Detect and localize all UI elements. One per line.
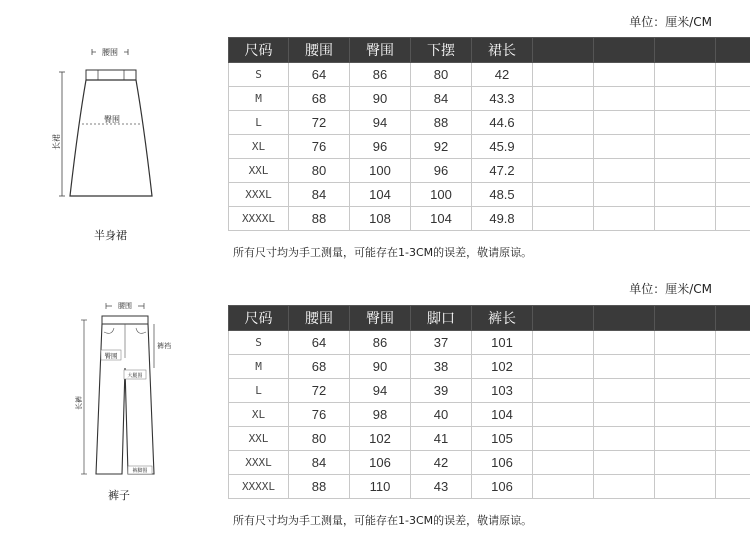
pants-header-length: 裤长 (472, 306, 533, 331)
value-cell: 64 (289, 63, 350, 87)
value-cell: 80 (411, 63, 472, 87)
empty-cell (655, 331, 716, 355)
empty-cell (716, 331, 750, 355)
size-cell: M (229, 87, 289, 111)
value-cell: 102 (350, 427, 411, 451)
skirt-header-size: 尺码 (229, 38, 289, 63)
empty-cell (716, 87, 750, 111)
size-cell: S (229, 63, 289, 87)
value-cell: 104 (411, 207, 472, 231)
skirt-measurement-note: 所有尺寸均为手工测量，可能存在1-3CM的误差，敬请原谅。 (233, 246, 533, 259)
table-row (229, 63, 750, 87)
value-cell: 88 (289, 475, 350, 499)
empty-cell (594, 451, 655, 475)
value-cell: 106 (472, 451, 533, 475)
value-cell: 42 (411, 451, 472, 475)
empty-cell (716, 159, 750, 183)
empty-cell (716, 379, 750, 403)
size-cell: L (229, 111, 289, 135)
empty-cell (594, 159, 655, 183)
value-cell: 84 (289, 451, 350, 475)
pants-diagram-waist-text: 腰围 (118, 302, 132, 310)
empty-cell (594, 63, 655, 87)
value-cell: 44.6 (472, 111, 533, 135)
table-row (229, 403, 750, 427)
pants-diagram-hip-text: 臀围 (104, 352, 118, 360)
empty-cell (716, 427, 750, 451)
pants-diagram-length-text: 长裤 (75, 396, 83, 410)
pants-header-waist: 腰围 (289, 306, 350, 331)
pants-size-table (228, 305, 750, 499)
table-row (229, 427, 750, 451)
empty-cell (716, 403, 750, 427)
table-row (229, 111, 750, 135)
empty-cell (594, 427, 655, 451)
value-cell: 90 (350, 355, 411, 379)
value-cell: 47.2 (472, 159, 533, 183)
empty-cell (533, 427, 594, 451)
pants-header-leg-opening: 脚口 (411, 306, 472, 331)
empty-cell (533, 87, 594, 111)
value-cell: 45.9 (472, 135, 533, 159)
table-row (229, 135, 750, 159)
value-cell: 101 (472, 331, 533, 355)
empty-cell (594, 355, 655, 379)
value-cell: 41 (411, 427, 472, 451)
value-cell: 90 (350, 87, 411, 111)
pants-table-header-row (229, 306, 750, 331)
empty-cell (716, 475, 750, 499)
size-cell: S (229, 331, 289, 355)
empty-cell (533, 111, 594, 135)
skirt-header-empty (594, 38, 655, 63)
empty-cell (594, 379, 655, 403)
value-cell: 94 (350, 379, 411, 403)
size-cell: XXL (229, 159, 289, 183)
empty-cell (716, 183, 750, 207)
pants-diagram-hem-text: 裤脚围 (132, 468, 148, 474)
pants-figure-label: 裤子 (108, 489, 130, 502)
pants-section (0, 270, 750, 533)
value-cell: 84 (289, 183, 350, 207)
skirt-figure-label: 半身裙 (94, 229, 127, 242)
empty-cell (655, 403, 716, 427)
empty-cell (716, 111, 750, 135)
pants-diagram-rise-text: 裤裆 (157, 342, 171, 350)
skirt-header-length: 裙长 (472, 38, 533, 63)
value-cell: 39 (411, 379, 472, 403)
value-cell: 104 (350, 183, 411, 207)
empty-cell (594, 207, 655, 231)
empty-cell (594, 403, 655, 427)
size-cell: XXXL (229, 451, 289, 475)
size-cell: XXXL (229, 183, 289, 207)
empty-cell (716, 207, 750, 231)
empty-cell (716, 63, 750, 87)
value-cell: 98 (350, 403, 411, 427)
empty-cell (533, 331, 594, 355)
skirt-unit-label: 单位：厘米/CM (629, 15, 712, 29)
empty-cell (533, 475, 594, 499)
value-cell: 105 (472, 427, 533, 451)
empty-cell (655, 183, 716, 207)
value-cell: 48.5 (472, 183, 533, 207)
empty-cell (533, 159, 594, 183)
value-cell: 96 (350, 135, 411, 159)
empty-cell (716, 451, 750, 475)
table-row (229, 207, 750, 231)
empty-cell (594, 475, 655, 499)
value-cell: 72 (289, 111, 350, 135)
empty-cell (655, 87, 716, 111)
empty-cell (655, 63, 716, 87)
value-cell: 40 (411, 403, 472, 427)
table-row (229, 87, 750, 111)
empty-cell (533, 183, 594, 207)
skirt-header-empty (716, 38, 750, 63)
value-cell: 76 (289, 403, 350, 427)
value-cell: 110 (350, 475, 411, 499)
value-cell: 68 (289, 355, 350, 379)
value-cell: 88 (411, 111, 472, 135)
value-cell: 92 (411, 135, 472, 159)
skirt-diagram-length-text: 长裙 (52, 134, 61, 150)
pants-header-empty (533, 306, 594, 331)
empty-cell (594, 183, 655, 207)
size-cell: L (229, 379, 289, 403)
empty-cell (594, 135, 655, 159)
value-cell: 88 (289, 207, 350, 231)
value-cell: 84 (411, 87, 472, 111)
size-cell: XXXXL (229, 475, 289, 499)
empty-cell (533, 135, 594, 159)
skirt-diagram (48, 46, 168, 214)
empty-cell (594, 331, 655, 355)
empty-cell (594, 111, 655, 135)
table-row (229, 379, 750, 403)
empty-cell (533, 403, 594, 427)
pants-header-size: 尺码 (229, 306, 289, 331)
skirt-header-hip: 臀围 (350, 38, 411, 63)
value-cell: 102 (472, 355, 533, 379)
table-row (229, 159, 750, 183)
value-cell: 103 (472, 379, 533, 403)
value-cell: 64 (289, 331, 350, 355)
value-cell: 80 (289, 427, 350, 451)
value-cell: 68 (289, 87, 350, 111)
value-cell: 106 (472, 475, 533, 499)
table-row (229, 183, 750, 207)
skirt-size-table (228, 37, 750, 231)
value-cell: 80 (289, 159, 350, 183)
value-cell: 96 (411, 159, 472, 183)
value-cell: 37 (411, 331, 472, 355)
value-cell: 76 (289, 135, 350, 159)
pants-measurement-note: 所有尺寸均为手工测量，可能存在1-3CM的误差，敬请原谅。 (233, 514, 533, 527)
empty-cell (655, 451, 716, 475)
value-cell: 43 (411, 475, 472, 499)
empty-cell (655, 355, 716, 379)
pants-diagram-thigh-text: 大腿围 (127, 373, 143, 379)
value-cell: 86 (350, 63, 411, 87)
empty-cell (533, 355, 594, 379)
value-cell: 100 (411, 183, 472, 207)
pants-diagram (62, 298, 182, 488)
size-cell: XXXXL (229, 207, 289, 231)
size-cell: XL (229, 403, 289, 427)
skirt-header-hem: 下摆 (411, 38, 472, 63)
skirt-table-header-row (229, 38, 750, 63)
skirt-diagram-hip-text: 臀围 (104, 115, 120, 124)
size-cell: M (229, 355, 289, 379)
value-cell: 72 (289, 379, 350, 403)
empty-cell (533, 379, 594, 403)
skirt-header-empty (655, 38, 716, 63)
empty-cell (655, 379, 716, 403)
empty-cell (533, 207, 594, 231)
empty-cell (716, 135, 750, 159)
value-cell: 86 (350, 331, 411, 355)
size-cell: XL (229, 135, 289, 159)
value-cell: 43.3 (472, 87, 533, 111)
value-cell: 104 (472, 403, 533, 427)
skirt-diagram-waist-text: 腰围 (102, 48, 118, 57)
skirt-header-waist: 腰围 (289, 38, 350, 63)
table-row (229, 475, 750, 499)
value-cell: 38 (411, 355, 472, 379)
empty-cell (655, 135, 716, 159)
pants-header-empty (716, 306, 750, 331)
value-cell: 42 (472, 63, 533, 87)
pants-header-empty (594, 306, 655, 331)
empty-cell (655, 475, 716, 499)
empty-cell (533, 451, 594, 475)
value-cell: 100 (350, 159, 411, 183)
value-cell: 108 (350, 207, 411, 231)
empty-cell (533, 63, 594, 87)
value-cell: 49.8 (472, 207, 533, 231)
empty-cell (655, 111, 716, 135)
pants-header-empty (655, 306, 716, 331)
skirt-header-empty (533, 38, 594, 63)
empty-cell (716, 355, 750, 379)
size-cell: XXL (229, 427, 289, 451)
table-row (229, 451, 750, 475)
empty-cell (594, 87, 655, 111)
empty-cell (655, 427, 716, 451)
value-cell: 106 (350, 451, 411, 475)
table-row (229, 331, 750, 355)
table-row (229, 355, 750, 379)
empty-cell (655, 207, 716, 231)
empty-cell (655, 159, 716, 183)
pants-header-hip: 臀围 (350, 306, 411, 331)
pants-unit-label: 单位：厘米/CM (629, 282, 712, 296)
value-cell: 94 (350, 111, 411, 135)
